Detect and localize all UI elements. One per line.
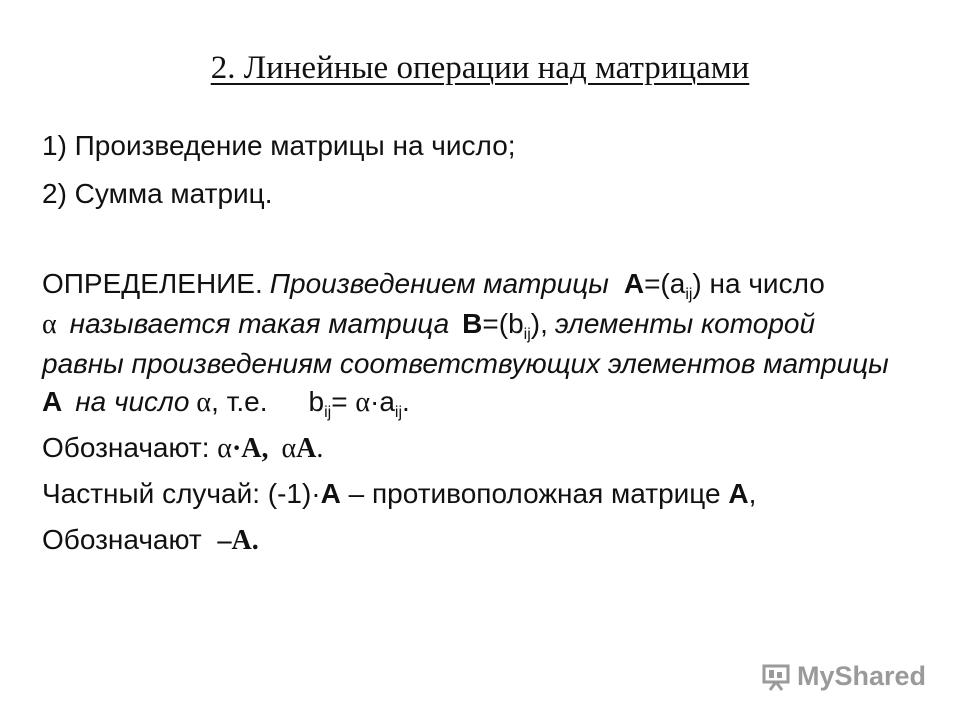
presentation-icon — [761, 662, 791, 692]
list-item: 2) Сумма матриц. — [42, 178, 273, 209]
notation-line: Обозначают: α·A, αA. — [42, 432, 324, 464]
negation-line: Обозначают –A. — [42, 524, 259, 556]
watermark-text: MyShared — [796, 661, 926, 691]
definition-line-4: A на число α, т.е. $b_{ij}= \alpha\cdot a_{ij}$. — [42, 386, 410, 421]
definition-line-3: равны произведениям соответствующих элементов матрицы — [42, 348, 889, 379]
definition-line-2: α называется такая матрица $B=(b_{ij})$, элементы которой — [42, 308, 816, 343]
definition-line-1: ОПРЕДЕЛЕНИЕ. Произведением матрицы $A=(a_{ij})$ на число — [42, 268, 825, 303]
list-item: 1) Произведение матрицы на число; — [42, 130, 516, 161]
watermark-logo — [761, 661, 926, 692]
slide-title: 2. Линейные операции над матрицами — [210, 50, 750, 86]
special-case-line: Частный случай: (-1)·A – противоположная матрице A, — [42, 478, 757, 509]
